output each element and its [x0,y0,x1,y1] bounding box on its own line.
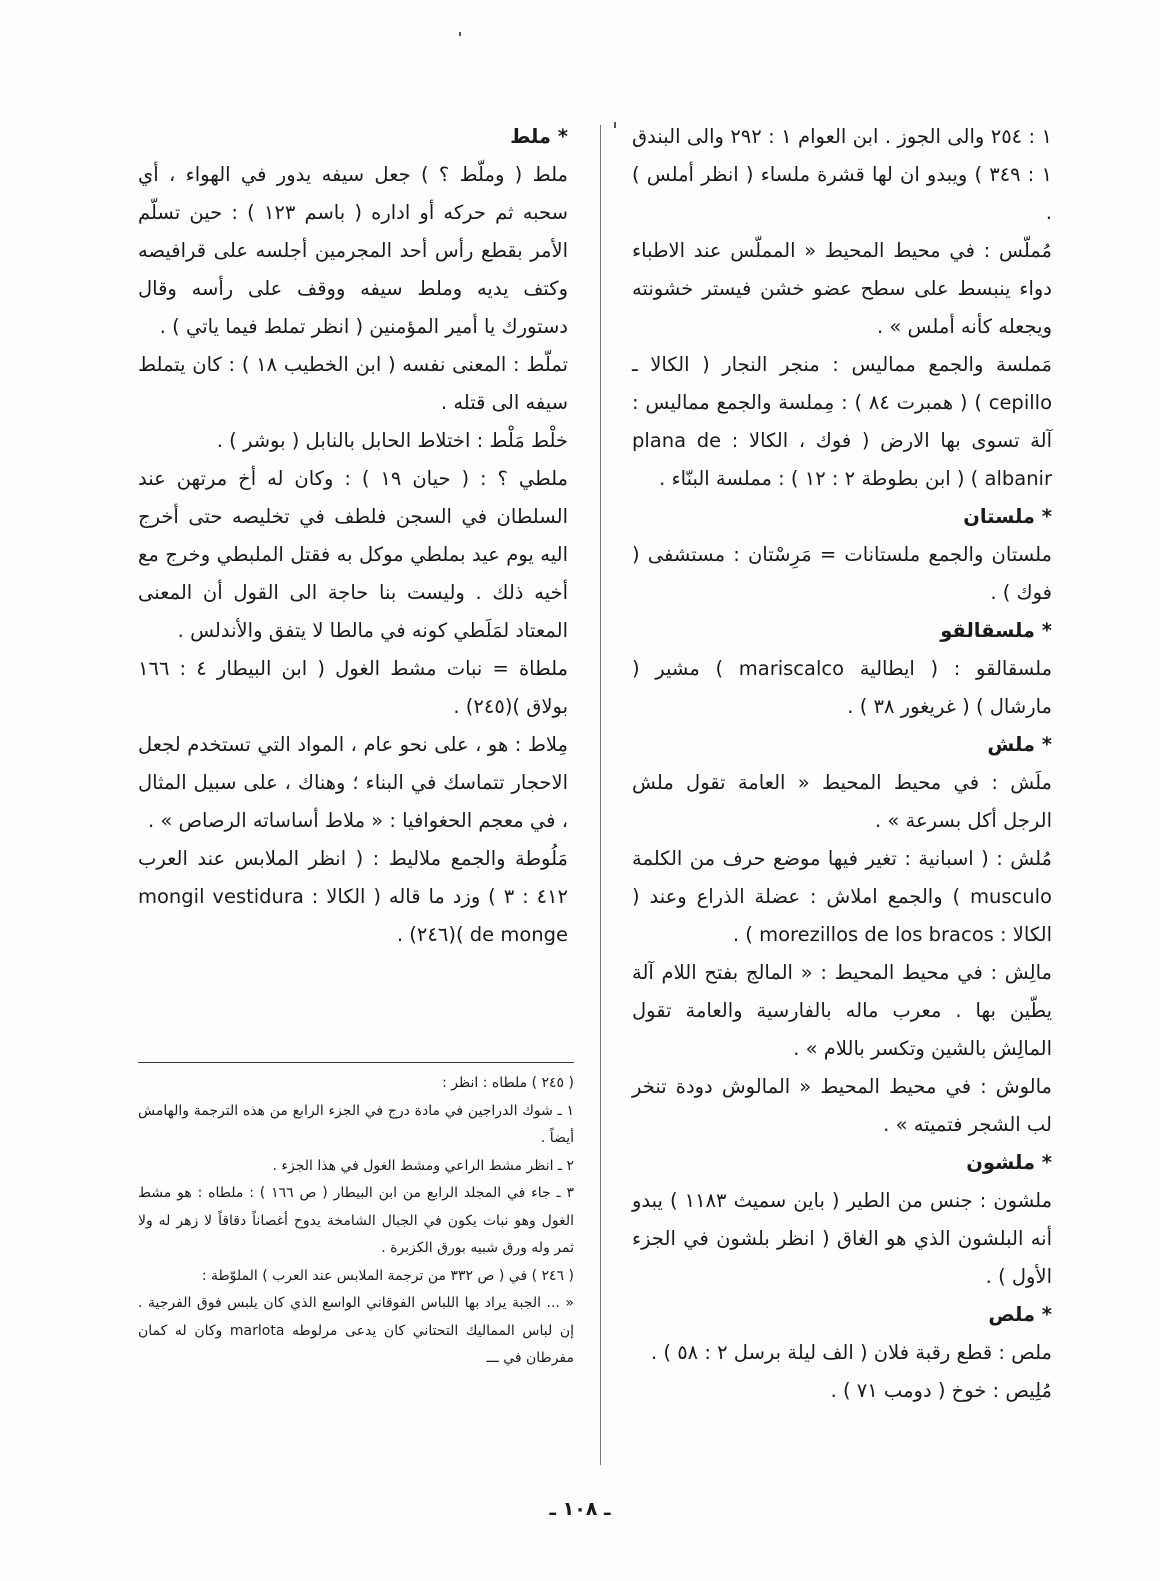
right-column [632,118,1052,1410]
root-heading-mls: * ملص [988,1303,1052,1326]
footnote-245-title: ( ٢٤٥ ) ملطاه : انظر : [442,1075,574,1091]
entry-malish: مالِش : في محيط المحيط : « المالج بفتح اللام آلة يطّين بها . معرب ماله بالفارسية والعامة تقول المالِش بالشين وتكسر باللام » . [632,961,1052,1060]
root-heading-mlshun: * ملشون [966,1151,1052,1174]
footnote-246-quote: « ... الجبة يراد بها اللباس الفوقاني الواسع الذي كان يلبس فوق الفرجية . إن لباس المماليك التحتاني كان يدعى مرلوطه marlota وكان له كمان مفرطان في ـــ [138,1295,575,1366]
entry-tamallat: تملّط : المعنى نفسه ( ابن الخطيب ١٨ ) : كان يتملط سيفه الى قتله . [138,353,568,414]
entry-maluta: مَلُوطة والجمع ملاليط : ( انظر الملابس عند العرب ٤١٢ : ٣ ) وزد ما قاله ( الكالا : mongil vestidura de monge )(٢٤٦) . [138,847,568,946]
entry-malata: ملط ( وملّط ؟ ) جعل سيفه يدور في الهواء ، أي سحبه ثم حركه أو اداره ( باسم ١٢٣ ) : حين تسلّم الأمر بقطع رأس أحد المجرمين أجلسه على قرافيصه وكتف يديه وملط سيفه ووقف على رأسه وقال دستورك يا أمير المؤمنين ( انظر تملط فيما ياتي ) . [138,163,568,338]
footnote-245-item-1: ١ ـ شوك الدراجين في مادة درج في الجزء الرابع من هذه الترجمة والهامش أيضاً . [138,1102,574,1146]
entry-khalt-malt: خلْط مَلْط : اختلاط الحابل بالنابل ( بوشر ) . [216,429,568,452]
entry-malti: ملطي ؟ : ( حيان ١٩ ) : وكان له أخ مرتهن عند السلطان في السجن فلطف في تخليصه حتى أخرج اليه يوم عيد بملطي موكل به فقتل الملبطي وخرج مع أخيه ذلك . وليست بنا حاجة الى القول أن المعنى المعتاد لمَلَطي كونه في مالطا لا يتفق والأندلس . [138,467,569,642]
footnotes [138,1070,574,1373]
entry-mls: ملص : قطع رقبة فلان ( الف ليلة برسل ٢ : ٥٨ ) . [651,1341,1052,1364]
entry-continuation: ١ : ٢٥٤ والى الجوز . ابن العوام ١ : ٢٩٢ والى البندق ١ : ٣٤٩ ) ويبدو ان لها قشرة ملساء ( انظر أملس ) . [632,125,1052,224]
column-divider [600,125,601,1465]
entry-mlstan: ملستان والجمع ملستانات = مَرِسْتان : مستشفى ( فوك ) . [632,543,1052,604]
page-number: ـ ١٠٨ ـ [549,1498,611,1520]
entry-maltat: ملطاة = نبات مشط الغول ( ابن البيطار ٤ : ١٦٦ بولاق )(٢٤٥) . [138,657,569,718]
root-heading-mlsh: * ملش [987,733,1052,756]
entry-mlshun: ملشون : جنس من الطير ( باين سميث ١١٨٣ ) يبدو أنه البلشون الذي هو الغاق ( انظر بلشون في الجزء الأول ) . [632,1189,1053,1288]
footnote-245-item-3: ٣ ـ جاء في المجلد الرابع من ابن البيطار ( ص ١٦٦ ) : ملطاه : هو مشط الغول وهو نبات يكون في الجبال الشامخة يدوح أغصاناً دقاقاً لا زهر له ولا ثمر وله ورق شبيه بورق الكزبرة . [138,1185,574,1256]
entry-malush: مالوش : في محيط المحيط « المالوش دودة تنخر لب الشجر فتميته » . [632,1075,1052,1136]
footnote-245-item-2: ٢ ـ انظر مشط الراعي ومشط الغول في هذا الجزء . [272,1157,574,1174]
entry-mamlasa: مَملسة والجمع مماليس : منجر النجار ( الكالا ـ cepillo ) ( همبرت ٨٤ ) : مِملسة والجمع مماليس : آلة تسوى بها الارض ( فوك ، الكالا : plana de albanir ) ( ابن بطوطة ٢ : ١٢ ) : مملسة البنّاء . [632,353,1052,490]
entry-mulais: مُلِيص : خوخ ( دومب ٧١ ) . [830,1379,1052,1402]
left-column [138,118,568,954]
footnote-246-title: ( ٢٤٦ ) في ( ص ٣٣٢ من ترجمة الملابس عند العرب ) الملوّطة : [201,1267,574,1284]
entry-mulsh: مُلش : ( اسبانية : تغير فيها موضع حرف من الكلمة musculo ) والجمع املاش : عضلة الذراع وعند ( الكالا : morezillos de los bracos ) . [632,847,1052,946]
root-heading-mlt: * ملط [510,125,568,148]
footnote-rule [138,1062,574,1063]
root-heading-mlstan: * ملستان [963,505,1052,528]
scan-mark [459,32,461,36]
entry-milat: مِلاط : هو ، على نحو عام ، المواد التي تستخدم لجعل الاحجار تتماسك في البناء ؛ وهناك ، على سبيل المثال ، في معجم الحغوافيا : « ملاط أساساته الرصاص » . [138,733,568,832]
entry-mlsqalqu: ملسقالقو : ( ايطالية mariscalco ) مشير ( مارشال ) ( غريغور ٣٨ ) . [632,657,1053,718]
entry-malash: ملَش : في محيط المحيط « العامة تقول ملش الرجل أكل بسرعة » . [632,771,1052,832]
scan-mark [614,122,616,128]
root-heading-mlsqalqu: * ملسقالقو [940,619,1052,642]
entry-mumallas: مُملّس : في محيط المحيط « المملّس عند الاطباء دواء ينبسط على سطح عضو خشن فيستر خشونته ويجعله كأنه أملس » . [632,239,1052,338]
